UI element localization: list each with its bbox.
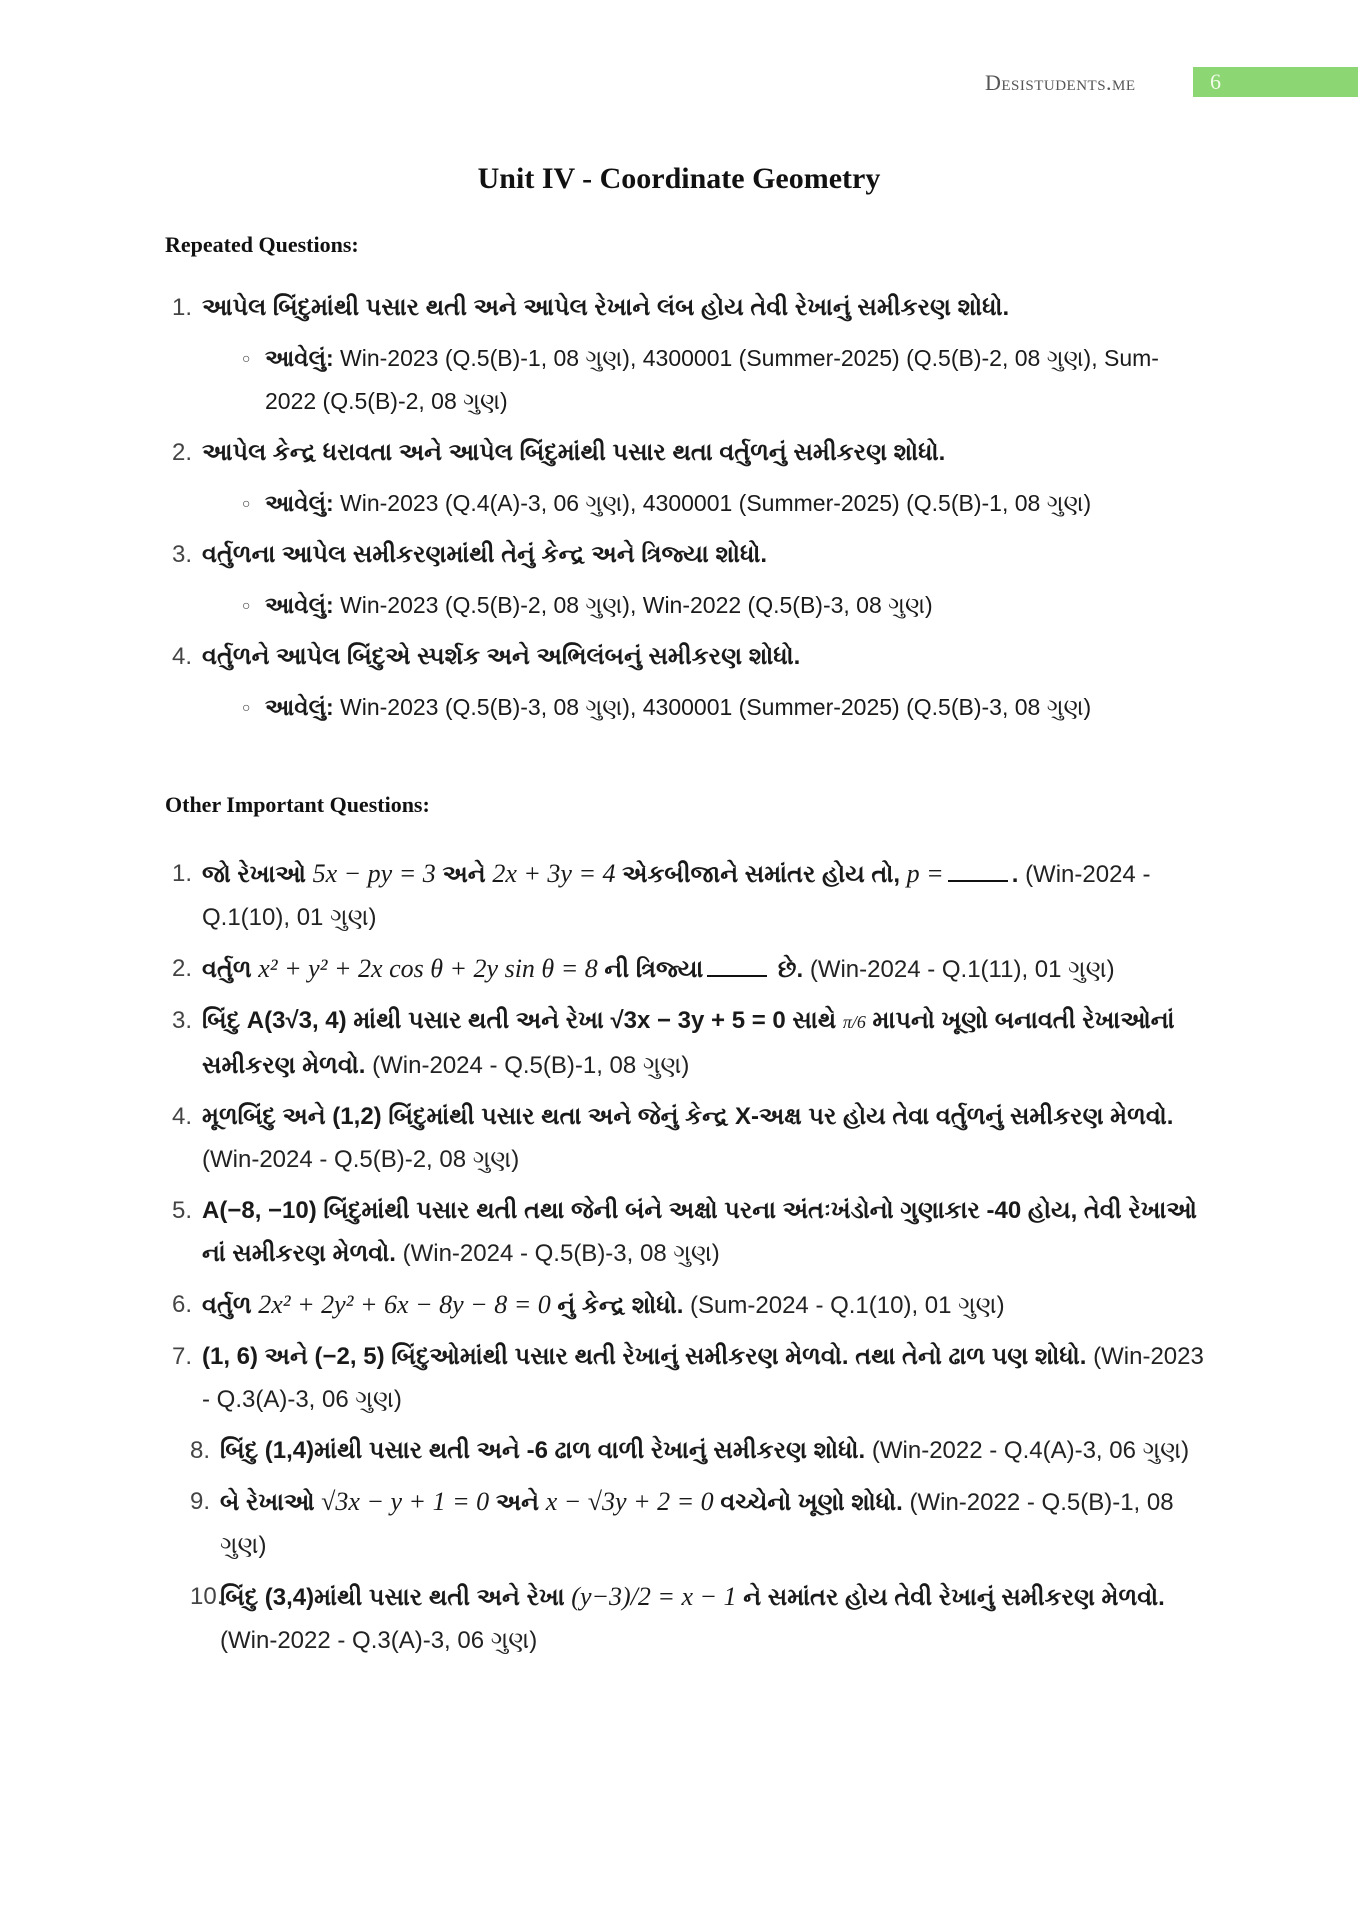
item-number: 5. <box>172 1197 193 1224</box>
ref-text: (Win-2022 - Q.4(A)-3, 06 ગુણ) <box>871 1437 1190 1464</box>
other-heading: Other Important Questions: <box>165 792 430 817</box>
item-number: 3. <box>172 1007 193 1034</box>
question-text: વચ્ચેનો ખૂણો શોધો. <box>720 1489 903 1516</box>
math-expression: p = <box>906 859 944 888</box>
item-number: 4. <box>172 643 193 670</box>
ref-text: (Win-2022 - Q.3(A)-3, 06 ગુણ) <box>220 1627 538 1654</box>
ref-text: (Sum-2024 - Q.1(10), 01 ગુણ) <box>690 1292 1005 1319</box>
ref-label: આવેલું: <box>265 694 334 720</box>
item-number: 8. <box>190 1437 211 1464</box>
ref-text: (Win-2024 - Q.1(11), 01 ગુણ) <box>809 956 1115 983</box>
bullet-icon: ○ <box>242 699 251 715</box>
question-text: છે. <box>777 956 804 983</box>
reference-line <box>202 482 1205 525</box>
question-text: એકબીજાને સમાંતર હોય તો, <box>622 861 900 888</box>
ref-text: Win-2023 (Q.5(B)-2, 08 ગુણ), Win-2022 (Q.5(B)-3, 08 ગુણ) <box>340 592 933 618</box>
math-expression: 5x − py = 3 <box>312 859 436 888</box>
item-number: 1. <box>172 294 193 321</box>
list-item <box>165 999 1205 1087</box>
item-number: 7. <box>172 1343 193 1370</box>
math-expression: x − √3y + 2 = 0 <box>545 1487 714 1516</box>
list-item <box>165 947 1205 991</box>
list-item <box>165 1283 1205 1327</box>
item-number: 2. <box>172 955 193 982</box>
math-expression: 2x² + 2y² + 6x − 8y − 8 = 0 <box>258 1290 551 1319</box>
bullet-icon: ○ <box>242 597 251 613</box>
item-number: 1. <box>172 860 193 887</box>
blank-line <box>707 975 767 977</box>
list-item <box>165 1335 1205 1421</box>
ref-text: (Win-2024 - Q.5(B)-2, 08 ગુણ) <box>202 1146 520 1173</box>
reference-line <box>202 686 1205 729</box>
ref-text: (Win-2024 - Q.5(B)-3, 08 ગુણ) <box>402 1240 720 1267</box>
question-text: ને સમાંતર હોય તેવી રેખાનું સમીકરણ મેળવો. <box>743 1584 1165 1611</box>
ref-text: (Win-2024 - Q.5(B)-1, 08 ગુણ) <box>372 1052 690 1079</box>
math-expression: x² + y² + 2x cos θ + 2y sin θ = 8 <box>258 954 598 983</box>
question-text: આપેલ બિંદુમાંથી પસાર થતી અને આપેલ રેખાને લંબ હોય તેવી રેખાનું સમીકરણ શોધો. <box>202 294 1010 321</box>
bullet-icon: ○ <box>242 350 251 366</box>
question-text: A(−8, −10) બિંદુમાંથી પસાર થતી તથા જેની બંને અક્ષો પરના અંતઃખંડોનો ગુણાકાર -40 હોય, તેવી રેખાઓ નાં સમીકરણ મેળવો. <box>202 1197 1197 1267</box>
question-text: વર્તુળ <box>202 956 252 983</box>
question-text: વર્તુળ <box>202 1292 252 1319</box>
math-expression: 2x + 3y = 4 <box>492 859 616 888</box>
question-text: વર્તુળને આપેલ બિંદુએ સ્પર્શક અને અભિલંબનું સમીકરણ શોધો. <box>202 643 801 670</box>
item-number: 6. <box>172 1291 193 1318</box>
reference-line <box>202 584 1205 627</box>
list-item <box>165 1095 1205 1181</box>
item-number: 2. <box>172 439 193 466</box>
question-text: બિંદુ A(3√3, 4) માંથી પસાર થતી અને રેખા √3x − 3y + 5 = 0 સાથે <box>202 1007 837 1034</box>
ref-label: આવેલું: <box>265 345 334 371</box>
question-text: માપનો ખૂણો બનાવતી રેખાઓનાં સમીકરણ મેળવો. <box>202 1007 1175 1079</box>
question-text: મૂળબિંદુ અને (1,2) બિંદુમાંથી પસાર થતા અને જેનું કેન્દ્ર X-અક્ષ પર હોય તેવા વર્તુળનું સમીકરણ મેળવો. <box>202 1103 1174 1130</box>
item-number: 9. <box>190 1488 211 1515</box>
question-text: અને <box>442 861 486 888</box>
math-expression: π/6 <box>842 1012 866 1032</box>
list-item <box>165 431 1205 525</box>
list-item <box>165 1575 1205 1662</box>
page-number: 6 <box>1193 67 1358 97</box>
repeated-heading: Repeated Questions: <box>165 232 359 257</box>
ref-text: (Win-2024 - Q.1(10), 01 ગુણ) <box>202 861 1151 931</box>
repeated-list <box>165 286 1205 737</box>
item-number: 4. <box>172 1103 193 1130</box>
other-list <box>165 852 1205 1662</box>
question-text: વર્તુળના આપેલ સમીકરણમાંથી તેનું કેન્દ્ર અને ત્રિજ્યા શોધો. <box>202 541 768 568</box>
list-item <box>165 1480 1205 1567</box>
list-item <box>165 533 1205 627</box>
question-text: અને <box>495 1489 540 1516</box>
blank-line <box>948 880 1008 882</box>
ref-text: Win-2023 (Q.5(B)-3, 08 ગુણ), 4300001 (Summer-2025) (Q.5(B)-3, 08 ગુણ) <box>340 694 1092 720</box>
ref-label: આવેલું: <box>265 490 334 516</box>
reference-line <box>202 337 1205 423</box>
question-text: (1, 6) અને (−2, 5) બિંદુઓમાંથી પસાર થતી રેખાનું સમીકરણ મેળવો. તથા તેનો ઢાળ પણ શોધો. <box>202 1343 1087 1370</box>
item-number: 3. <box>172 541 193 568</box>
math-expression: (y−3)/2 = x − 1 <box>571 1582 737 1611</box>
ref-text: Win-2023 (Q.4(A)-3, 06 ગુણ), 4300001 (Summer-2025) (Q.5(B)-1, 08 ગુણ) <box>340 490 1092 516</box>
question-text: બે રેખાઓ <box>220 1489 315 1516</box>
question-text: નું કેન્દ્ર શોધો. <box>557 1292 684 1319</box>
list-item <box>165 286 1205 423</box>
question-text: આપેલ કેન્દ્ર ધરાવતા અને આપેલ બિંદુમાંથી પસાર થતા વર્તુળનું સમીકરણ શોધો. <box>202 439 946 466</box>
list-item <box>165 1189 1205 1275</box>
ref-label: આવેલું: <box>265 592 334 618</box>
list-item: 1. જો રેખાઓ 5x − py = 3 અને 2x + 3y = 4 એકબીજાને સમાંતર હોય તો, p = . (Win-2024 - Q.1(10), 01 ગુણ) <box>165 852 1205 939</box>
list-item <box>165 1429 1205 1472</box>
math-expression: √3x − y + 1 = 0 <box>321 1487 490 1516</box>
ref-text: Win-2023 (Q.5(B)-1, 08 ગુણ), 4300001 (Summer-2025) (Q.5(B)-2, 08 ગુણ), Sum-2022 (Q.5(B)-2, 08 ગુણ) <box>265 345 1159 414</box>
list-item <box>165 635 1205 729</box>
ref-text: (Win-2022 - Q.5(B)-1, 08 ગુણ) <box>220 1489 1174 1559</box>
question-text: ની ત્રિજ્યા <box>604 956 704 983</box>
page-title: Unit IV - Coordinate Geometry <box>477 162 881 195</box>
question-text: બિંદુ (3,4)માંથી પસાર થતી અને રેખા <box>220 1584 565 1611</box>
site-name: Desistudents.me <box>985 70 1136 95</box>
question-text: જો રેખાઓ <box>202 861 306 888</box>
ref-text: (Win-2023 - Q.3(A)-3, 06 ગુણ) <box>202 1343 1204 1413</box>
question-text: બિંદુ (1,4)માંથી પસાર થતી અને -6 ઢાળ વાળી રેખાનું સમીકરણ શોધો. <box>220 1437 866 1464</box>
item-number: 10. <box>190 1583 224 1610</box>
bullet-icon: ○ <box>242 495 251 511</box>
